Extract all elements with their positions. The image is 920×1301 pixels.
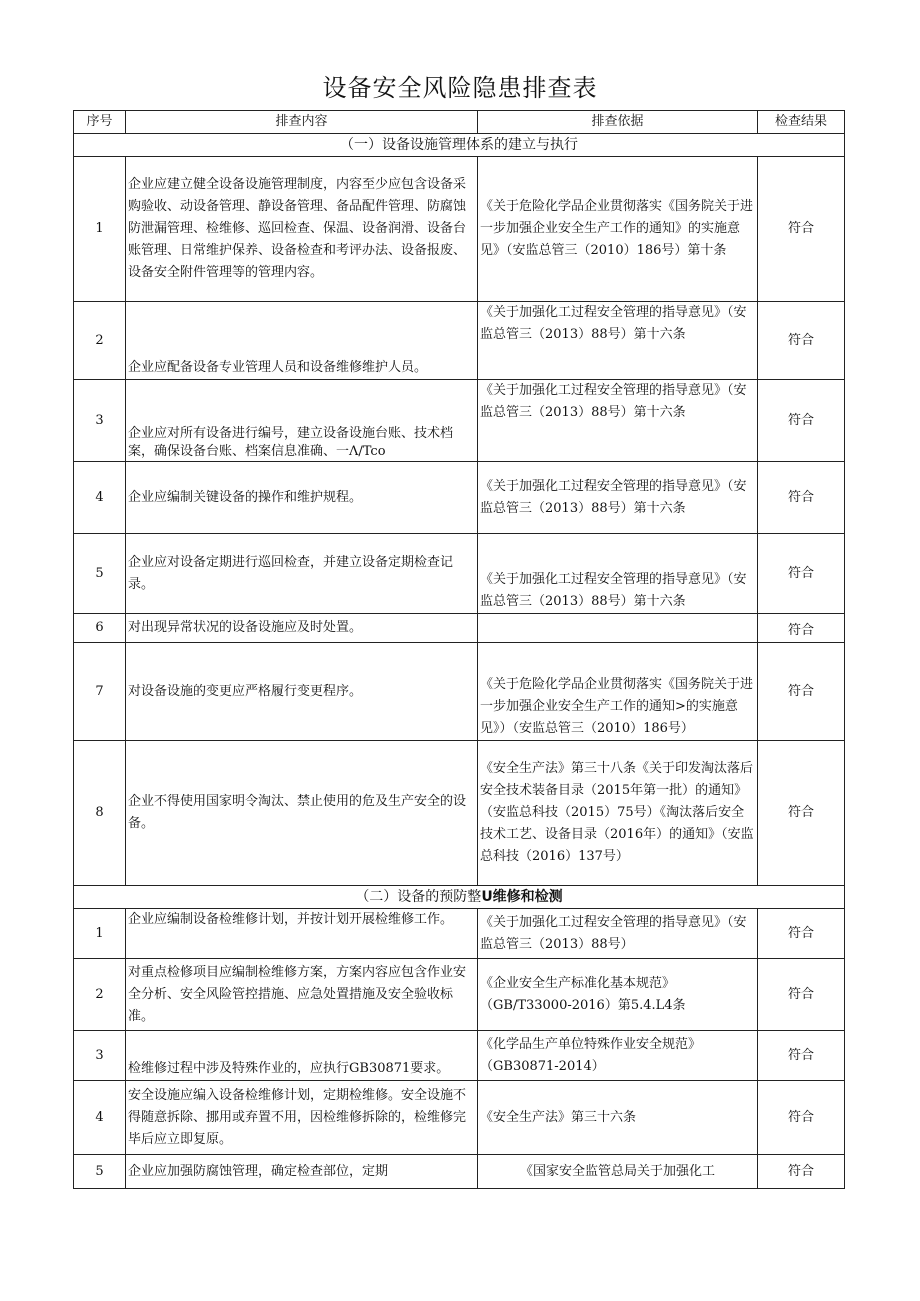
row-no: 5	[74, 1155, 126, 1189]
table-row	[74, 157, 845, 302]
section-title	[74, 886, 845, 909]
row-no: 8	[74, 741, 126, 886]
row-no: 4	[74, 462, 126, 534]
row-content: 企业应加强防腐蚀管理，确定检查部位，定期	[126, 1155, 478, 1189]
header-no: 序号	[74, 111, 126, 134]
row-content: 对设备设施的变更应严格履行变更程序。	[126, 643, 478, 741]
table-row	[74, 462, 845, 534]
inspection-table	[73, 110, 845, 1189]
table-row	[74, 614, 845, 643]
row-basis: 《关于加强化工过程安全管理的指导意见》（安监总管三（2013）88号）第十六条	[478, 302, 758, 380]
table-row	[74, 909, 845, 959]
row-no: 3	[74, 380, 126, 462]
table-row	[74, 380, 845, 462]
row-basis: 《国家安全监管总局关于加强化工	[478, 1155, 758, 1189]
table-header-row	[74, 111, 845, 134]
row-basis: 《关于危险化学品企业贯彻落实《国务院关于进一步加强企业安全生产工作的通知》的实施意见》（安监总管三（2010）186号）第十条	[478, 157, 758, 302]
row-no: 2	[74, 302, 126, 380]
row-result: 符合	[758, 302, 845, 380]
row-result: 符合	[758, 959, 845, 1031]
row-content: 企业应对所有设备进行编号，建立设备设施台账、技术档案，确保设备台账、档案信息准确、一Λ/Tco	[126, 380, 478, 462]
row-content: 安全设施应编入设备检维修计划，定期检维修。安全设施不得随意拆除、挪用或弃置不用，因检维修拆除的，检维修完毕后应立即复原。	[126, 1081, 478, 1155]
section-header	[74, 134, 845, 157]
table-row	[74, 1081, 845, 1155]
table-row	[74, 534, 845, 614]
row-result: 符合	[758, 1031, 845, 1081]
header-result: 检查结果	[758, 111, 845, 134]
row-no: 7	[74, 643, 126, 741]
row-basis: 《关于加强化工过程安全管理的指导意见》（安监总管三（2013）88号）	[478, 909, 758, 959]
header-content: 排查内容	[126, 111, 478, 134]
row-no: 1	[74, 157, 126, 302]
row-result: 符合	[758, 1155, 845, 1189]
row-content: 企业应对设备定期进行巡回检查，并建立设备定期检查记录。	[126, 534, 478, 614]
row-basis: 《化学品生产单位特殊作业安全规范》（GB30871-2014）	[478, 1031, 758, 1081]
table-row	[74, 741, 845, 886]
row-result: 符合	[758, 741, 845, 886]
row-result: 符合	[758, 534, 845, 614]
row-basis: 《关于加强化工过程安全管理的指导意见》（安监总管三（2013）88号）第十六条	[478, 380, 758, 462]
row-basis	[478, 614, 758, 643]
row-no: 6	[74, 614, 126, 643]
row-content: 企业应编制关键设备的操作和维护规程。	[126, 462, 478, 534]
row-result: 符合	[758, 462, 845, 534]
row-result: 符合	[758, 1081, 845, 1155]
row-basis: 《关于危险化学品企业贯彻落实《国务院关于进一步加强企业安全生产工作的通知>的实施意见》）（安监总管三（2010）186号）	[478, 643, 758, 741]
row-content: 检维修过程中涉及特殊作业的，应执行GB30871要求。	[126, 1031, 478, 1081]
row-content: 企业应编制设备检维修计划，并按计划开展检维修工作。	[126, 909, 478, 959]
section-title: （一）设备设施管理体系的建立与执行	[74, 134, 845, 157]
row-basis: 《关于加强化工过程安全管理的指导意见》（安监总管三（2013）88号）第十六条	[478, 534, 758, 614]
row-content: 企业不得使用国家明令淘汰、禁止使用的危及生产安全的设备。	[126, 741, 478, 886]
row-no: 3	[74, 1031, 126, 1081]
row-no: 5	[74, 534, 126, 614]
row-result: 符合	[758, 157, 845, 302]
section-title-part: U维修和检测	[481, 889, 563, 905]
row-content: 企业应建立健全设备设施管理制度，内容至少应包含设备采购验收、动设备管理、静设备管理、备品配件管理、防腐蚀防泄漏管理、检维修、巡回检查、保温、设备润滑、设备台账管理、日常维护保养、设备检查和考评办法、设备报废、设备安全附件管理等的管理内容。	[126, 157, 478, 302]
row-no: 2	[74, 959, 126, 1031]
table-row	[74, 643, 845, 741]
row-content: 企业应配备设备专业管理人员和设备维修维护人员。	[126, 302, 478, 380]
row-no: 1	[74, 909, 126, 959]
row-content: 对重点检修项目应编制检维修方案，方案内容应包含作业安全分析、安全风险管控措施、应急处置措施及安全验收标准。	[126, 959, 478, 1031]
header-basis: 排查依据	[478, 111, 758, 134]
table-row	[74, 302, 845, 380]
table-row	[74, 1031, 845, 1081]
row-basis: 《安全生产法》第三十八条《关于印发淘汰落后安全技术装备目录（2015年第一批）的通知》（安监总科技（2015）75号）《淘汰落后安全技术工艺、设备目录（2016年）的通知》（安监总科技（2016）137号）	[478, 741, 758, 886]
row-content: 对出现异常状况的设备设施应及时处置。	[126, 614, 478, 643]
row-result: 符合	[758, 614, 845, 643]
section-header	[74, 886, 845, 909]
row-result: 符合	[758, 380, 845, 462]
table-row	[74, 1155, 845, 1189]
section-title-part: （二）设备的预防整	[355, 889, 482, 905]
row-basis: 《安全生产法》第三十六条	[478, 1081, 758, 1155]
row-basis: 《企业安全生产标准化基本规范》（GB/T33000-2016）第5.4.L4条	[478, 959, 758, 1031]
page-title: 设备安全风险隐患排查表	[322, 74, 598, 102]
row-no: 4	[74, 1081, 126, 1155]
row-result: 符合	[758, 909, 845, 959]
row-basis: 《关于加强化工过程安全管理的指导意见》（安监总管三（2013）88号）第十六条	[478, 462, 758, 534]
row-result: 符合	[758, 643, 845, 741]
table-row	[74, 959, 845, 1031]
